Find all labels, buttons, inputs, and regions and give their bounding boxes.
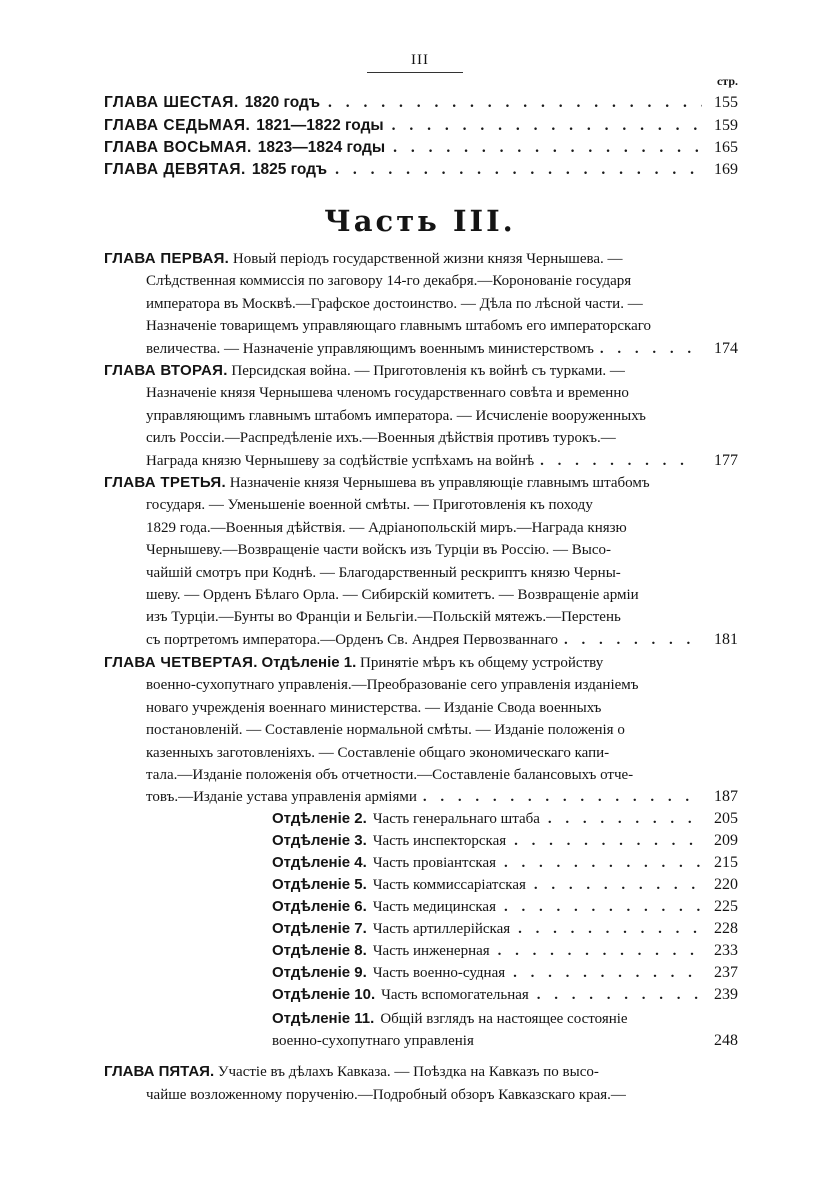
page-ref: 155 xyxy=(714,94,738,111)
entry-line: военно-сухопутнаго управленія.—Преобразованіе сего управленія изданіемъ xyxy=(146,677,639,694)
entry-text: Участіе въ дѣлахъ Кавказа. — Поѣздка на Кавказъ по высо- xyxy=(217,1064,599,1080)
page-ref: 169 xyxy=(714,161,738,178)
entry-line: новаго учрежденія военнаго министерства. — Изданіе Свода военныхъ xyxy=(146,699,602,716)
page-number: III xyxy=(411,52,429,68)
page-ref: 233 xyxy=(714,942,738,959)
dot-leader xyxy=(498,940,702,962)
dot-leader xyxy=(328,92,702,114)
toc-division-2 xyxy=(272,808,738,830)
dot-leader xyxy=(335,159,702,181)
dot-leader xyxy=(504,896,702,918)
chapter-year: 1823—1824 годы xyxy=(257,139,386,156)
entry-first-line xyxy=(104,652,738,674)
chapter-label: ГЛАВА ШЕСТАЯ. xyxy=(104,94,239,111)
division-text: Часть провіантская xyxy=(372,855,496,871)
toc-entry-part3-chapter-1 xyxy=(104,248,738,360)
dot-leader xyxy=(423,786,692,808)
toc-division-11 xyxy=(272,1008,738,1052)
dot-leader xyxy=(514,830,702,852)
chapter-label: ГЛАВА ТРЕТЬЯ. xyxy=(104,474,226,491)
division-text: Часть инженерная xyxy=(372,943,490,959)
division-text: Часть коммиссаріатская xyxy=(372,877,526,893)
dot-leader xyxy=(537,984,702,1006)
entry-line: Слѣдственная коммиссія по заговору 14-го декабря.—Коронованіе государя xyxy=(146,273,632,290)
entry-text: Новый періодъ государственной жизни князя Чернышева. — xyxy=(232,251,623,267)
page-ref: 205 xyxy=(714,810,738,827)
page-ref: 237 xyxy=(714,964,738,981)
page-ref: 228 xyxy=(714,920,738,937)
chapter-label: ГЛАВА ВОСЬМАЯ. xyxy=(104,139,252,156)
page-ref: 239 xyxy=(714,986,738,1003)
division-text: Часть артиллерійская xyxy=(372,921,511,937)
dot-leader xyxy=(548,808,702,830)
page-ref: 225 xyxy=(714,898,738,915)
division-label: Отдѣленіе 9. xyxy=(272,964,367,981)
entry-line: тала.—Изданіе положенія объ отчетности.—Составленіе балансовыхъ отче- xyxy=(146,767,634,784)
page-ref: 159 xyxy=(714,117,738,134)
entry-first-line xyxy=(104,360,738,382)
page-ref: 187 xyxy=(714,788,738,806)
division-first-line xyxy=(272,1008,738,1030)
dot-leader xyxy=(393,137,702,159)
entry-first-line xyxy=(104,472,738,494)
entry-last-line xyxy=(104,338,738,360)
toc-division-9 xyxy=(272,962,738,984)
division-label: Отдѣленіе 7. xyxy=(272,920,367,937)
toc-division-7 xyxy=(272,918,738,940)
chapter-label: ГЛАВА СЕДЬМАЯ. xyxy=(104,117,251,134)
page-ref: 165 xyxy=(714,139,738,156)
entry-text: Персидская война. — Приготовленія къ войнѣ съ турками. — xyxy=(231,363,625,379)
toc-entry-part3-chapter-4 xyxy=(104,652,738,809)
entry-text: Назначеніе князя Чернышева въ управляющіе главнымъ штабомъ xyxy=(229,475,650,491)
toc-entry-chapter-7 xyxy=(104,115,738,137)
entry-last-line xyxy=(104,450,738,472)
toc-division-10 xyxy=(272,984,738,1006)
toc-entry-part3-chapter-5 xyxy=(104,1060,698,1107)
division-label: Отдѣленіе 10. xyxy=(272,986,376,1003)
toc-entry-part3-chapter-2 xyxy=(104,360,738,472)
division-label: Отдѣленіе 11. xyxy=(272,1010,375,1027)
dot-leader xyxy=(600,338,692,360)
toc-entry-chapter-6 xyxy=(104,92,738,114)
toc-division-8 xyxy=(272,940,738,962)
dot-leader xyxy=(518,918,702,940)
division-label: Отдѣленіе 8. xyxy=(272,942,367,959)
entry-line: Назначеніе товарищемъ управляющаго главнымъ штабомъ его императорскаго xyxy=(146,318,652,335)
chapter-label: ГЛАВА ДЕВЯТАЯ. xyxy=(104,161,246,178)
entry-line: чайше возложенному порученію.—Подробный обзоръ Кавказскаго края.— xyxy=(146,1087,626,1103)
toc-division-6 xyxy=(272,896,738,918)
page-ref: 174 xyxy=(714,339,738,357)
toc-entry-part3-chapter-3 xyxy=(104,472,738,651)
entry-line: изъ Турціи.—Бунты во Франціи и Бельгіи.—Польскій мятежъ.—Перстень xyxy=(146,609,621,626)
division-text: Часть медицинская xyxy=(372,899,496,915)
entry-text: Принятіе мѣръ къ общему устройству xyxy=(360,655,604,671)
entry-line: силъ Россіи.—Распредѣленіе ихъ.—Военныя дѣйствія противъ турокъ.— xyxy=(146,430,616,447)
entry-line: шеву. — Орденъ Бѣлаго Орла. — Сибирскій комитетъ. — Возвращеніе арміи xyxy=(146,587,639,604)
division-text: Общій взглядъ на настоящее состояніе xyxy=(380,1011,628,1027)
dot-leader xyxy=(392,115,702,137)
page-ref: 209 xyxy=(714,832,738,849)
entry-line: 1829 года.—Военныя дѣйствія. — Адріанопольскій миръ.—Награда князю xyxy=(146,519,627,536)
entry-line: постановленій. — Составленіе нормальной смѣты. — Изданіе положенія о xyxy=(146,722,625,739)
division-label: Отдѣленіе 1. xyxy=(261,654,357,671)
entry-text: величества. — Назначеніе управляющимъ военнымъ министерствомъ xyxy=(146,340,594,357)
division-label: Отдѣленіе 3. xyxy=(272,832,367,849)
entry-line: чайшій смотръ при Коднѣ. — Благодарственный рескриптъ князю Черны- xyxy=(146,564,621,581)
entry-text: Награда князю Чернышеву за содѣйствіе успѣхамъ на войнѣ xyxy=(146,452,535,469)
entry-last-line xyxy=(104,786,738,808)
entry-last-line xyxy=(104,629,738,651)
dot-leader xyxy=(534,874,702,896)
entry-line: казенныхъ заготовленіяхъ. — Составленіе общаго экономическаго капи- xyxy=(146,744,610,761)
entry-first-line xyxy=(104,248,738,270)
chapter-label: ГЛАВА ПЕРВАЯ. xyxy=(104,250,230,267)
entry-line: императора въ Москвѣ.—Графское достоинство. — Дѣла по лѣсной части. — xyxy=(146,295,643,312)
dot-leader xyxy=(504,852,702,874)
dot-leader xyxy=(540,450,692,472)
page-ref: 220 xyxy=(714,876,738,893)
chapter-label: ГЛАВА ВТОРАЯ. xyxy=(104,362,228,379)
division-second-line xyxy=(272,1030,738,1052)
chapter-year: 1825 годъ xyxy=(251,161,328,178)
dot-leader xyxy=(513,962,702,984)
division-label: Отдѣленіе 2. xyxy=(272,810,367,827)
page-column-label: стр. xyxy=(716,74,738,88)
division-label: Отдѣленіе 4. xyxy=(272,854,367,871)
toc-entry-chapter-9 xyxy=(104,159,738,181)
entry-line: Назначеніе князя Чернышева членомъ государственнаго совѣта и временно xyxy=(146,385,629,402)
toc-entry-chapter-8 xyxy=(104,137,738,159)
page-number-rule xyxy=(367,72,463,73)
entry-line: Чернышеву.—Возвращеніе части войскъ изъ Турціи въ Россію. — Высо- xyxy=(146,542,611,559)
part-title: Часть III. xyxy=(324,204,516,238)
division-label: Отдѣленіе 5. xyxy=(272,876,367,893)
division-text: военно-сухопутнаго управленія xyxy=(272,1033,474,1049)
entry-line: управляющимъ главнымъ штабомъ императора. — Исчисленіе вооруженныхъ xyxy=(146,407,646,424)
division-label: Отдѣленіе 6. xyxy=(272,898,367,915)
entry-first-line xyxy=(104,1064,599,1080)
chapter-year: 1820 годъ xyxy=(244,94,320,111)
division-text: Часть инспекторская xyxy=(372,833,507,849)
page-ref: 215 xyxy=(714,854,738,871)
division-text: Часть вспомогательная xyxy=(381,987,529,1003)
toc-division-4 xyxy=(272,852,738,874)
page-ref: 181 xyxy=(714,630,738,648)
toc-division-5 xyxy=(272,874,738,896)
chapter-year: 1821—1822 годы xyxy=(256,117,384,134)
page-ref: 177 xyxy=(714,451,738,469)
page-ref: 248 xyxy=(714,1032,738,1049)
chapter-label: ГЛАВА ПЯТАЯ. xyxy=(104,1063,215,1080)
entry-text: товъ.—Изданіе устава управленія арміями xyxy=(146,789,417,806)
division-text: Часть генеральнаго штаба xyxy=(372,811,540,827)
dot-leader xyxy=(564,629,692,651)
division-text: Часть военно-судная xyxy=(372,965,506,981)
entry-text: съ портретомъ императора.—Орденъ Св. Андрея Первозваннаго xyxy=(146,631,558,648)
toc-division-3 xyxy=(272,830,738,852)
entry-line: государя. — Уменьшеніе военной смѣты. — Приготовленія къ походу xyxy=(146,497,593,514)
chapter-label: ГЛАВА ЧЕТВЕРТАЯ. xyxy=(104,654,258,671)
